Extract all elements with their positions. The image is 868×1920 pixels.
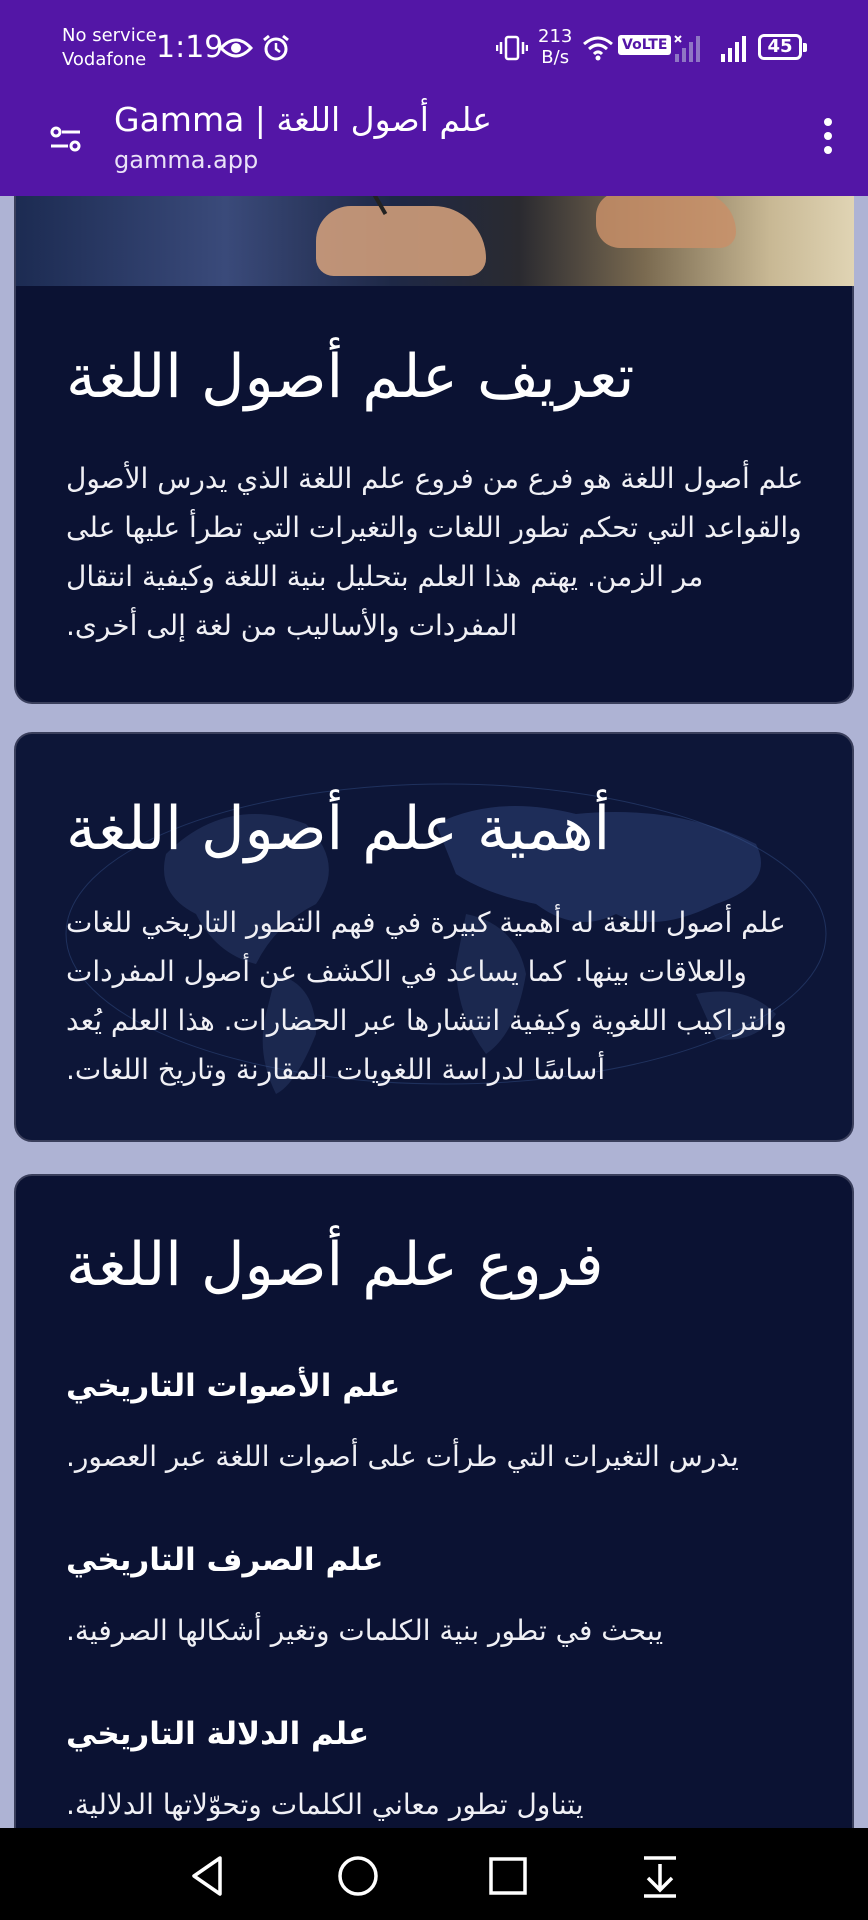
section-title: علم الصرف التاريخي xyxy=(66,1542,384,1578)
net-speed-value: 213 xyxy=(538,26,573,47)
signal-icon-2 xyxy=(718,30,748,66)
section-text: يدرس التغيرات التي طرأت على أصوات اللغة عبر العصور. xyxy=(66,1440,739,1473)
card-heading: أهمية علم أصول اللغة xyxy=(66,794,611,864)
carrier-line-1: No service xyxy=(62,25,157,46)
battery-icon: 45 xyxy=(758,34,802,60)
app-bar xyxy=(0,96,868,196)
page-title: Gamma | علم أصول اللغة xyxy=(114,100,492,139)
card-branches xyxy=(14,1174,854,1828)
volte-badge: VoLTE xyxy=(618,35,671,55)
recents-icon[interactable] xyxy=(480,1848,536,1904)
clock: 1:19 xyxy=(156,30,224,65)
notification-pull-icon[interactable] xyxy=(632,1848,688,1904)
hero-image xyxy=(16,196,854,286)
page-url: gamma.app xyxy=(114,146,259,174)
signal-icon-1 xyxy=(672,30,702,66)
network-speed xyxy=(538,26,572,68)
section-title: علم الأصوات التاريخي xyxy=(66,1368,401,1404)
tune-icon[interactable] xyxy=(48,122,84,158)
wifi-icon xyxy=(580,30,616,66)
section-title: علم الدلالة التاريخي xyxy=(66,1716,370,1752)
net-speed-unit: B/s xyxy=(541,47,570,68)
carrier-line-2: Vodafone xyxy=(62,49,147,70)
back-icon[interactable] xyxy=(180,1848,236,1904)
alarm-icon xyxy=(258,30,294,66)
vibrate-icon xyxy=(494,30,530,66)
card-body: علم أصول اللغة هو فرع من فروع علم اللغة الذي يدرس الأصول والقواعد التي تحكم تطور اللغات والتغيرات التي تطرأ عليها على مر الزمن. يهتم هذا العلم بتحليل بنية اللغة وكيفية انتقال المفردات والأساليب من لغة إلى أخرى. xyxy=(66,462,804,642)
eye-icon xyxy=(218,30,254,66)
page-content[interactable] xyxy=(0,196,868,1828)
section-text: يتناول تطور معاني الكلمات وتحوّلاتها الدلالية. xyxy=(66,1788,584,1821)
more-vert-icon[interactable] xyxy=(822,118,834,158)
home-icon[interactable] xyxy=(330,1848,386,1904)
card-body: علم أصول اللغة له أهمية كبيرة في فهم التطور التاريخي للغات والعلاقات بينها. كما يساعد في الكشف عن أصول المفردات والتراكيب اللغوية وكيفية انتشارها عبر الحضارات. هذا العلم يُعد أساسًا لدراسة اللغويات المقارنة وتاريخ اللغات. xyxy=(66,906,787,1086)
card-heading: تعريف علم أصول اللغة xyxy=(66,342,635,412)
card-heading: فروع علم أصول اللغة xyxy=(66,1230,604,1300)
status-bar xyxy=(0,0,868,96)
card-importance xyxy=(14,732,854,1142)
section-text: يبحث في تطور بنية الكلمات وتغير أشكالها الصرفية. xyxy=(66,1614,664,1647)
carrier-info xyxy=(62,24,157,72)
navigation-bar xyxy=(0,1828,868,1920)
